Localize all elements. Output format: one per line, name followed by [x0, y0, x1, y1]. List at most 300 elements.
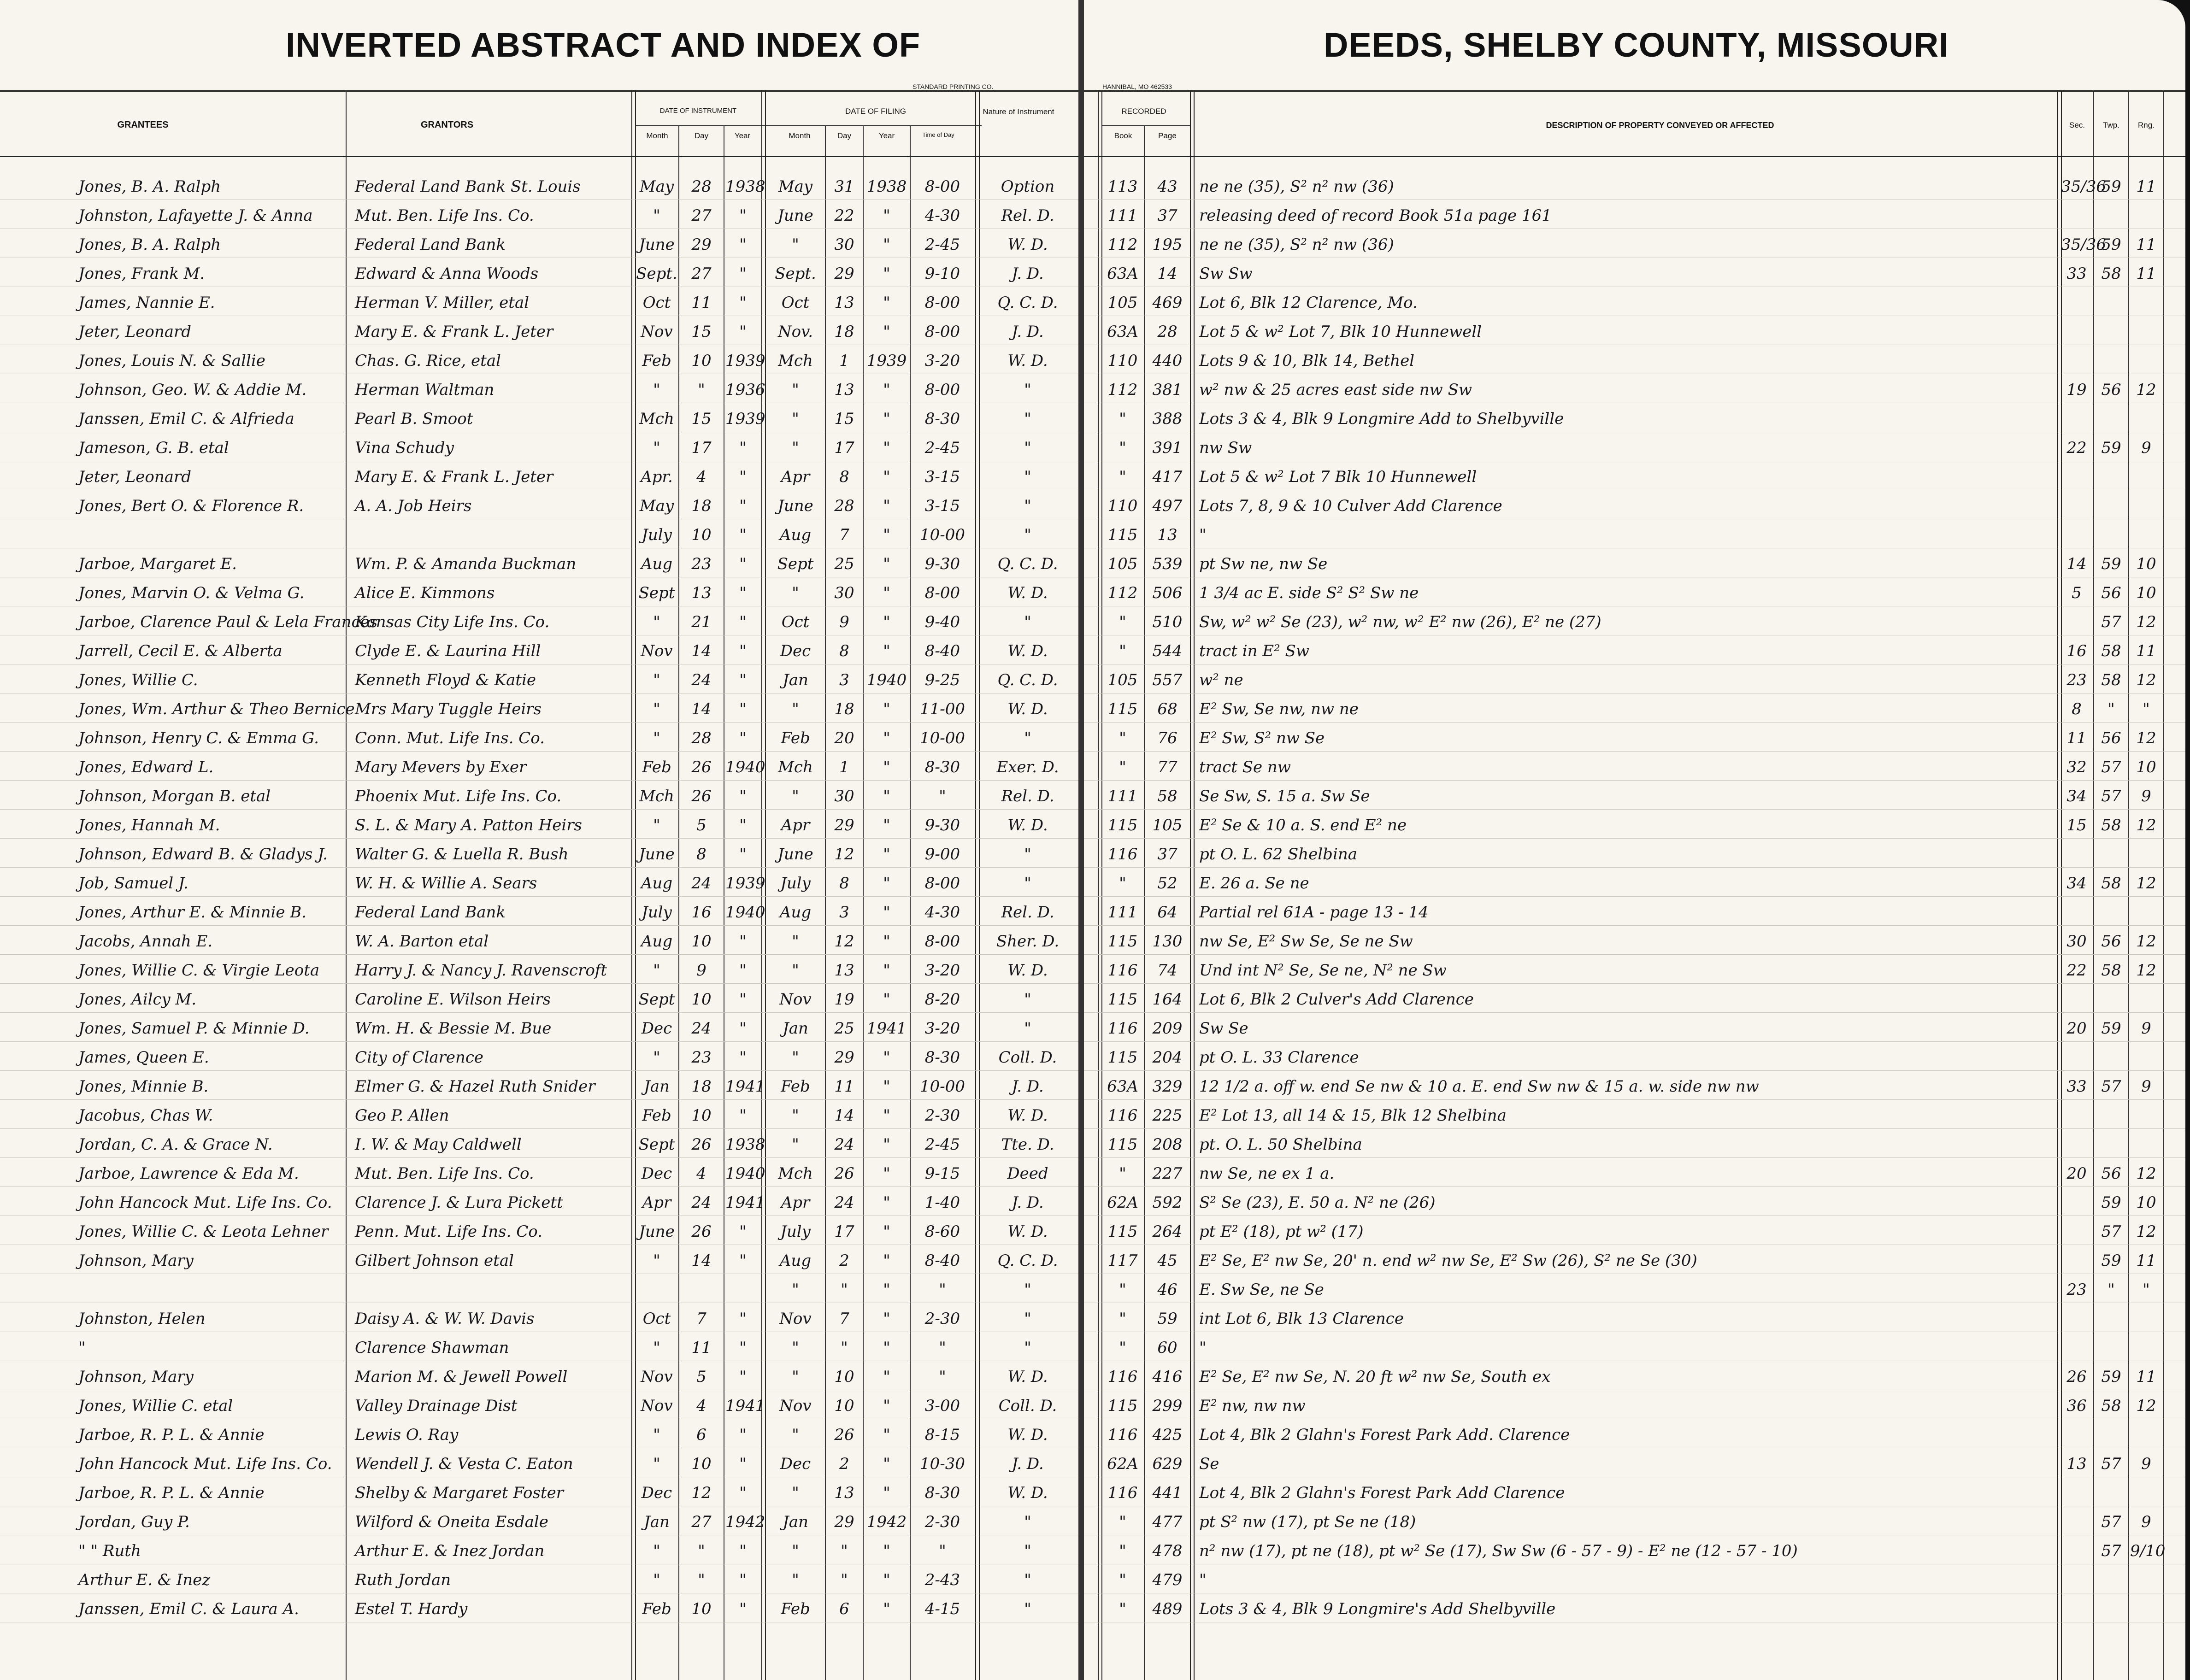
page-cell: 417 [1152, 468, 1183, 486]
grantor-cell: Lewis O. Ray [355, 1426, 459, 1444]
book-cell: 116 [1107, 961, 1138, 980]
filing-month-cell: Apr [781, 816, 810, 834]
filing-year-cell: " [883, 1222, 890, 1241]
ledger-row [1084, 1187, 2185, 1216]
description-cell: Lots 7, 8, 9 & 10 Culver Add Clarence [1199, 497, 1502, 515]
instrument-day-cell: 29 [691, 235, 712, 254]
range-cell: 9 [2141, 1455, 2151, 1473]
ledger-row [0, 490, 1078, 519]
page-cell: 391 [1152, 439, 1183, 457]
nature-cell: " [1024, 439, 1031, 457]
ledger-row [1084, 1535, 2185, 1564]
book-cell: 116 [1107, 1106, 1138, 1125]
page-cell: 68 [1157, 700, 1177, 718]
filing-day-cell: 19 [834, 990, 854, 1009]
nature-cell: Rel. D. [1001, 903, 1054, 922]
filing-month-cell: " [792, 932, 799, 951]
township-cell: 57 [2101, 1513, 2121, 1531]
filing-month-cell: " [792, 1571, 799, 1589]
ledger-row [1084, 1099, 2185, 1129]
ledger-row [0, 461, 1078, 490]
filing-year-cell: " [883, 555, 890, 573]
book-cell: 116 [1107, 1019, 1138, 1038]
range-cell: 12 [2136, 381, 2156, 399]
filing-year-cell: " [883, 1484, 890, 1502]
range-cell: 12 [2136, 671, 2156, 689]
description-cell: Lots 3 & 4, Blk 9 Longmire Add to Shelbyville [1199, 410, 1564, 428]
filing-day-cell: 24 [834, 1193, 854, 1212]
instrument-year-cell: " [739, 1455, 747, 1473]
filing-month-cell: Jan [783, 1513, 808, 1531]
instrument-month-cell: " [653, 1048, 660, 1067]
ledger-row [1084, 1361, 2185, 1390]
page-cell: 37 [1157, 206, 1177, 225]
book-cell: 110 [1107, 352, 1138, 370]
filing-month-cell: " [792, 381, 799, 399]
ledger-row [1084, 1506, 2185, 1535]
range-cell: 9 [2141, 439, 2151, 457]
ledger-row [1084, 1245, 2185, 1274]
section-cell: 33 [2066, 264, 2087, 283]
filing-day-cell: " [841, 1571, 848, 1589]
filing-year-cell: " [883, 1193, 890, 1212]
instrument-day-cell: 12 [691, 1484, 712, 1502]
instrument-month-cell: Jan [644, 1513, 670, 1531]
ledger-row [0, 664, 1078, 693]
ledger-row [0, 635, 1078, 664]
filing-day-cell: 1 [839, 758, 849, 776]
filing-time-cell: " [939, 1339, 946, 1357]
instrument-month-cell: Oct [642, 294, 671, 312]
ledger-row [1084, 577, 2185, 606]
grantor-cell: Conn. Mut. Life Ins. Co. [355, 729, 545, 747]
instrument-day-cell: 14 [691, 1251, 712, 1270]
range-cell: 12 [2136, 874, 2156, 893]
instrument-day-cell: 24 [691, 1193, 712, 1212]
instrument-day-cell: 24 [691, 1019, 712, 1038]
instrument-day-cell: 10 [691, 1455, 712, 1473]
instrument-day-cell: 4 [696, 468, 706, 486]
grantee-cell: Arthur E. & Inez [78, 1571, 211, 1589]
instrument-month-cell: " [653, 613, 660, 631]
book-cell: " [1119, 1571, 1126, 1589]
nature-cell: " [1024, 497, 1031, 515]
ledger-row [1084, 1477, 2185, 1506]
book-cell: 115 [1107, 932, 1138, 951]
nature-cell: " [1024, 1310, 1031, 1328]
printer-imprint-right: HANNIBAL, MO 462533 [1102, 83, 1172, 90]
section-cell: 11 [2066, 729, 2087, 747]
filing-year-cell: " [883, 294, 890, 312]
township-cell: 58 [2101, 671, 2121, 689]
ledger-row [0, 867, 1078, 897]
grantee-cell: Jacobus, Chas W. [78, 1106, 213, 1125]
nature-cell: " [1024, 990, 1031, 1009]
instrument-month-cell: Aug [641, 874, 673, 893]
book-cell: 63A [1107, 323, 1138, 341]
page-cell: 208 [1152, 1135, 1183, 1154]
grantor-cell: Mary E. & Frank L. Jeter [355, 323, 553, 341]
page-cell: 477 [1152, 1513, 1183, 1531]
filing-day-cell: 3 [839, 671, 849, 689]
filing-year-cell: " [883, 235, 890, 254]
section-cell: 26 [2066, 1368, 2087, 1386]
range-cell: 9 [2141, 1019, 2151, 1038]
instrument-day-cell: 4 [696, 1397, 706, 1415]
description-cell: Sw Se [1199, 1019, 1248, 1038]
description-cell: Lots 3 & 4, Blk 9 Longmire's Add Shelbyville [1199, 1600, 1556, 1618]
filing-day-cell: 9 [839, 613, 849, 631]
ledger-row [0, 200, 1078, 229]
page-cell: 130 [1152, 932, 1183, 951]
grantor-cell: Clyde E. & Laurina Hill [355, 642, 541, 660]
township-cell: 57 [2101, 1077, 2121, 1096]
instrument-month-cell: Nov [641, 642, 673, 660]
instrument-year-cell: " [739, 264, 747, 283]
filing-month-cell: " [792, 787, 799, 805]
nature-cell: Rel. D. [1001, 787, 1054, 805]
filing-year-cell: " [883, 1339, 890, 1357]
township-cell: 56 [2101, 584, 2121, 602]
instrument-day-cell: 13 [691, 584, 712, 602]
book-cell: 105 [1107, 671, 1138, 689]
section-cell: 13 [2066, 1455, 2087, 1473]
ledger-row [0, 809, 1078, 839]
instrument-month-cell: " [653, 1455, 660, 1473]
grantee-cell: Jarboe, R. P. L. & Annie [78, 1484, 265, 1502]
filing-month-cell: " [792, 439, 799, 457]
filing-year-cell: " [883, 1077, 890, 1096]
filing-day-cell: 17 [834, 439, 854, 457]
section-cell: 22 [2066, 961, 2087, 980]
ledger-row [1084, 1128, 2185, 1158]
ledger-row [0, 1216, 1078, 1245]
page-cell: 469 [1152, 294, 1183, 312]
range-cell: 9/10 [2130, 1542, 2166, 1560]
filing-day-cell: 24 [834, 1135, 854, 1154]
nature-cell: J. D. [1012, 1193, 1044, 1212]
grantor-cell: Valley Drainage Dist [355, 1397, 518, 1415]
right-ledger-page [1084, 0, 2185, 1680]
ledger-row [0, 1361, 1078, 1390]
filing-time-cell: " [939, 787, 946, 805]
ledger-row [1084, 1070, 2185, 1100]
page-cell: 510 [1152, 613, 1183, 631]
ledger-row [1084, 925, 2185, 955]
header-top-rule [0, 90, 1078, 92]
book-cell: 111 [1107, 206, 1138, 225]
book-cell: " [1119, 729, 1126, 747]
instrument-day-cell: 10 [691, 1600, 712, 1618]
filing-month-cell: May [778, 177, 813, 196]
page-cell: 209 [1152, 1019, 1183, 1038]
description-cell: Sw, w² w² Se (23), w² nw, w² E² nw (26), E² ne (27) [1199, 613, 1601, 631]
instrument-month-cell: June [639, 845, 675, 863]
filing-time-cell: 4-30 [924, 903, 960, 922]
filing-year-cell: " [883, 613, 890, 631]
instrument-day-cell: 9 [696, 961, 706, 980]
page-cell: 164 [1152, 990, 1183, 1009]
section-cell: 22 [2066, 439, 2087, 457]
range-cell: 12 [2136, 961, 2156, 980]
description-cell: E² nw, nw nw [1199, 1397, 1306, 1415]
ledger-row [0, 1593, 1078, 1622]
book-cell: 113 [1107, 177, 1138, 196]
grantee-cell: Jones, Bert O. & Florence R. [78, 497, 304, 515]
book-cell: 116 [1107, 1484, 1138, 1502]
filing-time-cell: 3-15 [924, 468, 960, 486]
grantor-cell: Mut. Ben. Life Ins. Co. [355, 206, 534, 225]
section-cell: 20 [2066, 1164, 2087, 1183]
book-header: Book [1114, 131, 1132, 140]
filing-day-cell: 29 [834, 816, 854, 834]
grantor-cell: Pearl B. Smoot [355, 410, 473, 428]
ledger-row [0, 722, 1078, 752]
nature-cell: " [1024, 1542, 1031, 1560]
instrument-day-header: Day [694, 131, 709, 140]
township-cell: " [2108, 700, 2115, 718]
page-cell: 204 [1152, 1048, 1183, 1067]
ledger-row [0, 403, 1078, 432]
township-cell: 57 [2101, 1222, 2121, 1241]
nature-cell: " [1024, 1281, 1031, 1299]
page-cell: 225 [1152, 1106, 1183, 1125]
filing-month-cell: June [777, 206, 813, 225]
instrument-day-cell: 18 [691, 1077, 712, 1096]
ledger-row [1084, 1303, 2185, 1332]
ledger-row [0, 1448, 1078, 1477]
instrument-day-cell: 15 [691, 410, 712, 428]
township-header: Twp. [2103, 121, 2119, 129]
instrument-day-cell: 5 [696, 1368, 706, 1386]
instrument-day-cell: 8 [696, 845, 706, 863]
filing-day-cell: 18 [834, 700, 854, 718]
filing-time-cell: 8-00 [924, 584, 960, 602]
book-cell: 111 [1107, 787, 1138, 805]
grantee-cell: Jones, Hannah M. [78, 816, 220, 834]
range-cell: 10 [2136, 555, 2156, 573]
filing-year-cell: " [883, 1600, 890, 1618]
description-cell: Sw Sw [1199, 264, 1253, 283]
ledger-row [1084, 1012, 2185, 1042]
ledger-row [1084, 722, 2185, 752]
filing-time-cell: 9-30 [924, 555, 960, 573]
ledger-row [0, 1187, 1078, 1216]
book-cell: " [1119, 642, 1126, 660]
nature-cell: " [1024, 1339, 1031, 1357]
filing-year-cell: " [883, 961, 890, 980]
filing-time-cell: 8-20 [924, 990, 960, 1009]
description-cell: tract Se nw [1199, 758, 1291, 776]
instrument-month-cell: " [653, 961, 660, 980]
ledger-row [1084, 1041, 2185, 1071]
filing-day-cell: 7 [839, 1310, 849, 1328]
book-cell: 63A [1107, 264, 1138, 283]
nature-cell: J. D. [1012, 1077, 1044, 1096]
instrument-year-cell: " [739, 584, 747, 602]
instrument-month-cell: Jan [644, 1077, 670, 1096]
grantee-cell: Johnson, Edward B. & Gladys J. [78, 845, 328, 863]
nature-cell: Tte. D. [1001, 1135, 1054, 1154]
instrument-day-cell: 10 [691, 526, 712, 544]
ledger-row [0, 1128, 1078, 1158]
description-cell: Se Sw, S. 15 a. Sw Se [1199, 787, 1370, 805]
grantor-cell: W. H. & Willie A. Sears [355, 874, 537, 893]
page-cell: 425 [1152, 1426, 1183, 1444]
instrument-year-cell: " [739, 671, 747, 689]
filing-day-cell: 22 [834, 206, 854, 225]
grantee-cell: " " Ruth [78, 1542, 141, 1560]
book-cell: " [1119, 613, 1126, 631]
book-cell: " [1119, 468, 1126, 486]
description-cell: tract in E² Sw [1199, 642, 1309, 660]
filing-year-cell: " [883, 1310, 890, 1328]
ledger-row [0, 1157, 1078, 1187]
grantor-cell: Harry J. & Nancy J. Ravenscroft [355, 961, 607, 980]
filing-time-cell: 2-45 [924, 1135, 960, 1154]
book-gutter [1078, 0, 1084, 1680]
book-cell: 115 [1107, 1397, 1138, 1415]
filing-day-cell: 10 [834, 1368, 854, 1386]
nature-cell: " [1024, 613, 1031, 631]
filing-year-cell: " [883, 526, 890, 544]
filing-year-cell: 1942 [866, 1513, 907, 1531]
ledger-row [0, 1419, 1078, 1448]
instrument-day-cell: 6 [696, 1426, 706, 1444]
ledger-row [0, 548, 1078, 577]
township-cell: 56 [2101, 729, 2121, 747]
instrument-year-cell: " [739, 1222, 747, 1241]
grantor-cell: Vina Schudy [355, 439, 454, 457]
filing-year-cell: 1941 [866, 1019, 907, 1038]
filing-time-cell: 2-45 [924, 439, 960, 457]
range-cell: 12 [2136, 1164, 2156, 1183]
grantor-cell: Daisy A. & W. W. Davis [355, 1310, 535, 1328]
description-cell: E² Se & 10 a. S. end E² ne [1199, 816, 1407, 834]
filing-month-cell: " [792, 700, 799, 718]
filing-time-cell: 8-30 [924, 758, 960, 776]
instrument-month-cell: May [639, 177, 674, 196]
instrument-year-cell: " [739, 1019, 747, 1038]
filing-month-cell: Dec [780, 642, 811, 660]
grantee-cell: James, Queen E. [78, 1048, 209, 1067]
instrument-day-cell: 24 [691, 671, 712, 689]
ledger-row [1084, 751, 2185, 781]
date-of-filing-header: DATE OF FILING [845, 107, 906, 116]
instrument-year-cell: " [739, 1426, 747, 1444]
page-cell: 58 [1157, 787, 1177, 805]
description-cell: E² Se, E² nw Se, N. 20 ft w² nw Se, South ex [1199, 1368, 1551, 1386]
description-cell: nw Se, E² Sw Se, Se ne Sw [1199, 932, 1413, 951]
grantor-cell: Alice E. Kimmons [355, 584, 495, 602]
filing-day-cell: 29 [834, 1513, 854, 1531]
grantee-cell: Jones, Wm. Arthur & Theo Bernice [78, 700, 355, 718]
ledger-row [0, 925, 1078, 955]
instrument-year-cell: " [739, 1600, 747, 1618]
ledger-row [1084, 432, 2185, 461]
instrument-month-cell: " [653, 1571, 660, 1589]
township-cell: 56 [2101, 1164, 2121, 1183]
filing-year-cell: 1938 [866, 177, 907, 196]
section-cell: 16 [2066, 642, 2087, 660]
grantee-cell: Jarrell, Cecil E. & Alberta [78, 642, 283, 660]
instrument-day-cell: 7 [696, 1310, 706, 1328]
filing-year-cell: " [883, 323, 890, 341]
grantor-cell: Kansas City Life Ins. Co. [355, 613, 550, 631]
instrument-day-cell: 27 [691, 264, 712, 283]
ledger-row [1084, 548, 2185, 577]
section-cell: 30 [2066, 932, 2087, 951]
filing-day-cell: 15 [834, 410, 854, 428]
nature-cell: J. D. [1012, 1455, 1044, 1473]
filing-month-cell: " [792, 1542, 799, 1560]
filing-time-cell: 8-00 [924, 177, 960, 196]
instrument-month-cell: " [653, 700, 660, 718]
instrument-day-cell: 21 [691, 613, 712, 631]
filing-year-cell: " [883, 787, 890, 805]
page-cell: 416 [1152, 1368, 1183, 1386]
ledger-row [1084, 693, 2185, 723]
filing-day-cell: 14 [834, 1106, 854, 1125]
filing-time-cell: 3-15 [924, 497, 960, 515]
nature-cell: W. D. [1007, 700, 1048, 718]
page-cell: 46 [1157, 1281, 1177, 1299]
ledger-row [1084, 1274, 2185, 1303]
instrument-day-cell: 10 [691, 352, 712, 370]
nature-cell: " [1024, 410, 1031, 428]
filing-time-cell: 10-00 [919, 1077, 965, 1096]
nature-of-instrument-header: Nature of Instrument [983, 107, 1054, 116]
ledger-row [1084, 1157, 2185, 1187]
filing-day-cell: 12 [834, 932, 854, 951]
filing-time-cell: 4-30 [924, 206, 960, 225]
filing-month-cell: " [792, 235, 799, 254]
range-cell: 10 [2136, 584, 2156, 602]
instrument-day-cell: " [698, 1571, 705, 1589]
grantee-cell: Jones, Ailcy M. [78, 990, 197, 1009]
instrument-month-cell: Dec [641, 1484, 672, 1502]
instrument-month-cell: June [639, 1222, 675, 1241]
filing-year-cell: " [883, 206, 890, 225]
township-cell: 57 [2101, 758, 2121, 776]
grantee-cell: James, Nannie E. [78, 294, 215, 312]
nature-cell: Q. C. D. [997, 1251, 1058, 1270]
instrument-day-cell: 17 [691, 439, 712, 457]
grantee-cell: Jones, B. A. Ralph [78, 177, 221, 196]
filing-day-cell: 17 [834, 1222, 854, 1241]
instrument-day-cell: 10 [691, 932, 712, 951]
filing-month-cell: Oct [781, 613, 810, 631]
ledger-row [1084, 954, 2185, 984]
description-cell: Lot 4, Blk 2 Glahn's Forest Park Add Clarence [1199, 1484, 1565, 1502]
ledger-row [1084, 316, 2185, 345]
nature-cell: W. D. [1007, 584, 1048, 602]
grantee-cell: Janssen, Emil C. & Alfrieda [78, 410, 294, 428]
filing-month-cell: Aug [779, 1251, 812, 1270]
instrument-month-cell: July [642, 526, 672, 544]
filing-time-cell: 8-30 [924, 1048, 960, 1067]
instrument-month-cell: Mch [639, 410, 674, 428]
grantor-cell: Wilford & Oneita Esdale [355, 1513, 548, 1531]
instrument-year-header: Year [734, 131, 751, 140]
book-cell: 115 [1107, 990, 1138, 1009]
page-cell: 539 [1152, 555, 1183, 573]
page-cell: 329 [1152, 1077, 1183, 1096]
township-cell: 58 [2101, 816, 2121, 834]
filing-year-cell: " [883, 758, 890, 776]
filing-month-cell: Mch [778, 1164, 813, 1183]
description-header: DESCRIPTION OF PROPERTY CONVEYED OR AFFECTED [1546, 121, 1774, 130]
